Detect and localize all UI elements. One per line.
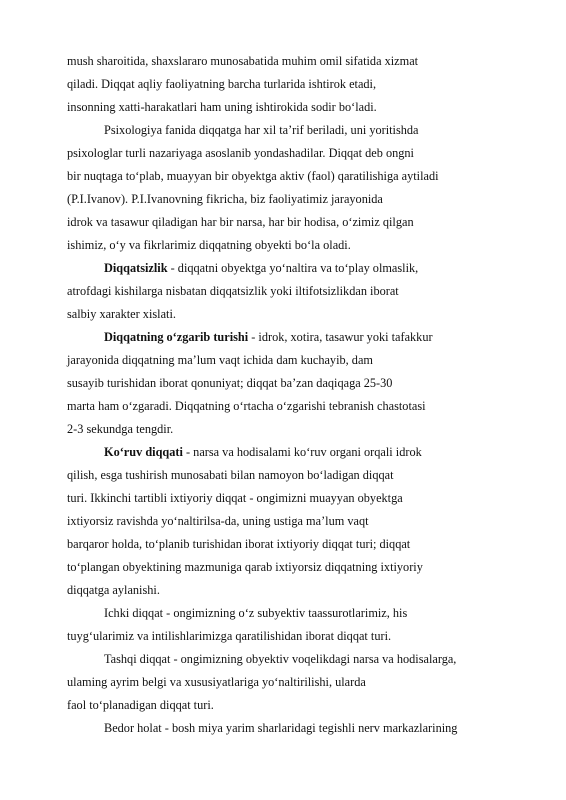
text-line: salbiy xarakter xislati. xyxy=(67,307,176,321)
definition-ozgarib-turishi: Diqqatning o‘zgarib turishi - idrok, xotira, tasawur yoki tafakkur xyxy=(104,330,433,344)
text-line: ulaming ayrim belgi va xususiyatlariga yo‘naltirilishi, ularda xyxy=(67,675,366,689)
definition-koruv-diqqati: Ko‘ruv diqqati - narsa va hodisalami ko‘ruv organi orqali idrok xyxy=(104,445,422,459)
text-line: mush sharoitida, shaxslararo munosabatida muhim omil sifatida xizmat xyxy=(67,54,419,68)
definition-diqqatsizlik: Diqqatsizlik - diqqatni obyektga yo‘naltira va to‘play olmaslik, xyxy=(104,261,419,275)
paragraph-first-line: Ichki diqqat - ongimizning o‘z subyektiv taassurotlarimiz, his xyxy=(104,606,408,620)
text-line: bir nuqtaga to‘plab, muayyan bir obyektga aktiv (faol) qaratilishiga aytiladi xyxy=(67,169,439,183)
text-line: atrofdagi kishilarga nisbatan diqqatsizlik yoki iltifotsizlikdan iborat xyxy=(67,284,399,298)
text-line: to‘plangan obyektining mazmuniga qarab ixtiyorsiz diqqatning ixtiyoriy xyxy=(67,560,423,574)
text-line: turi. Ikkinchi tartibli ixtiyoriy diqqat - ongimizni muayyan obyektga xyxy=(67,491,403,505)
text-line: qiladi. Diqqat aqliy faoliyatning barcha turlarida ishtirok etadi, xyxy=(67,77,377,91)
term-bold: Ko‘ruv diqqati xyxy=(104,445,183,459)
text-line: psixologlar turli nazariyaga asoslanib yondashadilar. Diqqat deb ongni xyxy=(67,146,414,160)
text-line: ixtiyorsiz ravishda yo‘naltirilsa-da, uning ustiga ma’lum vaqt xyxy=(67,514,369,528)
paragraph-first-line: Psixologiya fanida diqqatga har xil ta’rif beriladi, uni yoritishda xyxy=(104,123,419,137)
text-line: qilish, esga tushirish munosabati bilan namoyon bo‘ladigan diqqat xyxy=(67,468,394,482)
text-line: idrok va tasawur qiladigan har bir narsa, har bir hodisa, o‘zimiz qilgan xyxy=(67,215,414,229)
text-line: 2-3 sekundga tengdir. xyxy=(67,422,174,436)
text-line: tuyg‘ularimiz va intilishlarimizga qaratilishidan iborat diqqat turi. xyxy=(67,629,392,643)
paragraph-first-line: Bedor holat - bosh miya yarim sharlaridagi tegishli nerv markazlarining xyxy=(104,721,458,735)
text-line: jarayonida diqqatning ma’lum vaqt ichida dam kuchayib, dam xyxy=(67,353,373,367)
text-line: faol to‘planadigan diqqat turi. xyxy=(67,698,214,712)
term-bold: Diqqatning o‘zgarib turishi xyxy=(104,330,249,344)
text-line: insonning xatti-harakatlari ham uning ishtirokida sodir bo‘ladi. xyxy=(67,100,377,114)
paragraph-first-line: Tashqi diqqat - ongimizning obyektiv voqelikdagi narsa va hodisalarga, xyxy=(104,652,457,666)
text-line: ishimiz, o‘y va fikrlarimiz diqqatning obyekti bo‘la oladi. xyxy=(67,238,351,252)
text-line: marta ham o‘zgaradi. Diqqatning o‘rtacha o‘zgarishi tebranish chastotasi xyxy=(67,399,426,413)
text-line: (P.I.Ivanov). P.I.Ivanovning fikricha, biz faoliyatimiz jarayonida xyxy=(67,192,383,206)
text-line: diqqatga aylanishi. xyxy=(67,583,160,597)
text-line: barqaror holda, to‘planib turishidan iborat ixtiyoriy diqqat turi; diqqat xyxy=(67,537,411,551)
text-line: susayib turishidan iborat qonuniyat; diqqat ba’zan daqiqaga 25-30 xyxy=(67,376,393,390)
term-bold: Diqqatsizlik xyxy=(104,261,168,275)
